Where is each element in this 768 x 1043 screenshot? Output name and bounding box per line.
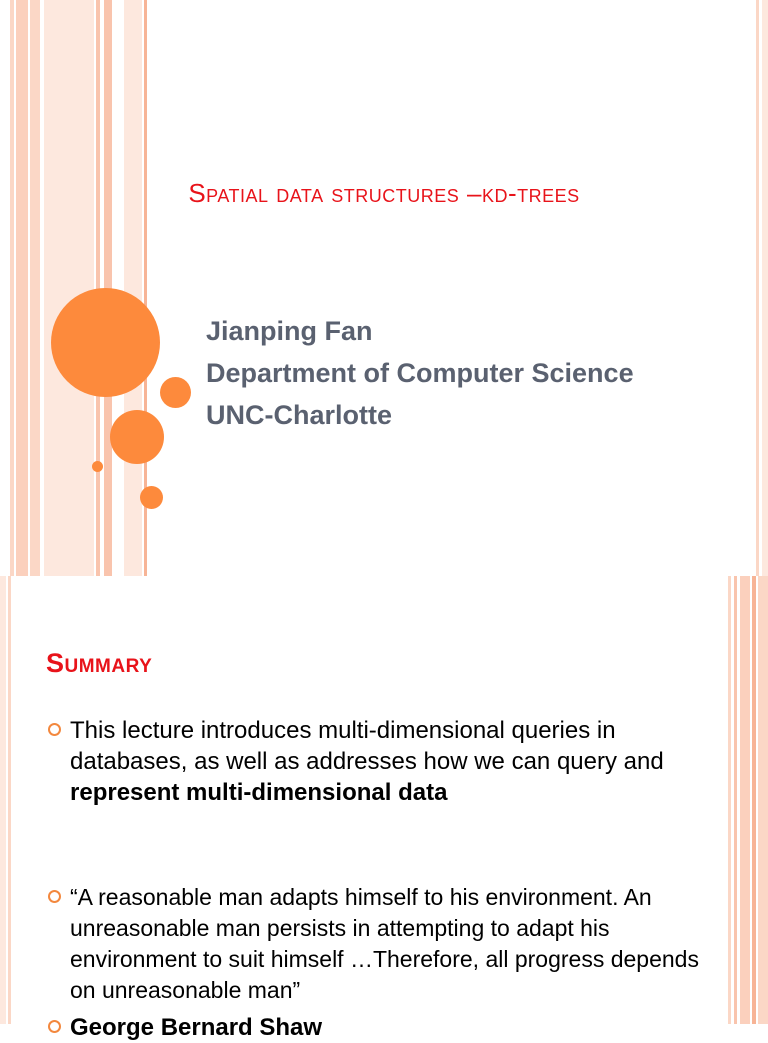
decorative-stripe xyxy=(728,576,731,1024)
decorative-circle-tiny xyxy=(92,461,103,472)
summary-slide xyxy=(0,576,768,1041)
decorative-stripe xyxy=(0,576,6,1024)
bullet-marker-icon xyxy=(48,723,61,736)
decorative-stripe xyxy=(124,0,142,576)
decorative-circle-small xyxy=(160,377,191,408)
slide-title: Summary xyxy=(46,648,153,678)
bullet-item xyxy=(48,882,718,1006)
department-name: Department of Computer Science xyxy=(206,358,634,388)
decorative-stripe xyxy=(10,0,14,576)
decorative-stripe xyxy=(44,0,94,576)
bullet-text: “A reasonable man adapts himself to his environment. An unreasonable man persists in attempting to adapt his environment to suit himself …Therefore, all progress depends on unreasonable man” xyxy=(70,884,699,1003)
decorative-circle-medium xyxy=(110,410,164,464)
quote-attribution: George Bernard Shaw xyxy=(70,1014,323,1041)
decorative-circle-small xyxy=(140,486,163,509)
decorative-stripe xyxy=(740,576,750,1024)
decorative-stripe xyxy=(758,576,768,1024)
bullet-marker-icon xyxy=(48,1020,61,1033)
bullet-bold-text: represent multi-dimensional data xyxy=(70,779,448,806)
institution-name: UNC-Charlotte xyxy=(206,400,392,430)
slide-title: Spatial data structures –kd-trees xyxy=(188,178,580,208)
decorative-stripe xyxy=(30,0,40,576)
bullet-marker-icon xyxy=(48,890,61,903)
author-name: Jianping Fan xyxy=(206,316,373,346)
bullet-item xyxy=(48,1012,718,1043)
decorative-stripe xyxy=(16,0,28,576)
bullet-text: This lecture introduces multi-dimensional queries in databases, as well as addresses how we can query and xyxy=(70,717,664,775)
decorative-stripe xyxy=(762,0,768,576)
bullet-item xyxy=(48,715,718,808)
decorative-stripe xyxy=(752,576,756,1024)
slide-subtitle xyxy=(206,310,746,436)
decorative-stripe xyxy=(8,576,11,1024)
decorative-circle-large xyxy=(51,288,160,397)
decorative-stripe xyxy=(756,0,759,576)
decorative-stripe xyxy=(734,576,737,1024)
